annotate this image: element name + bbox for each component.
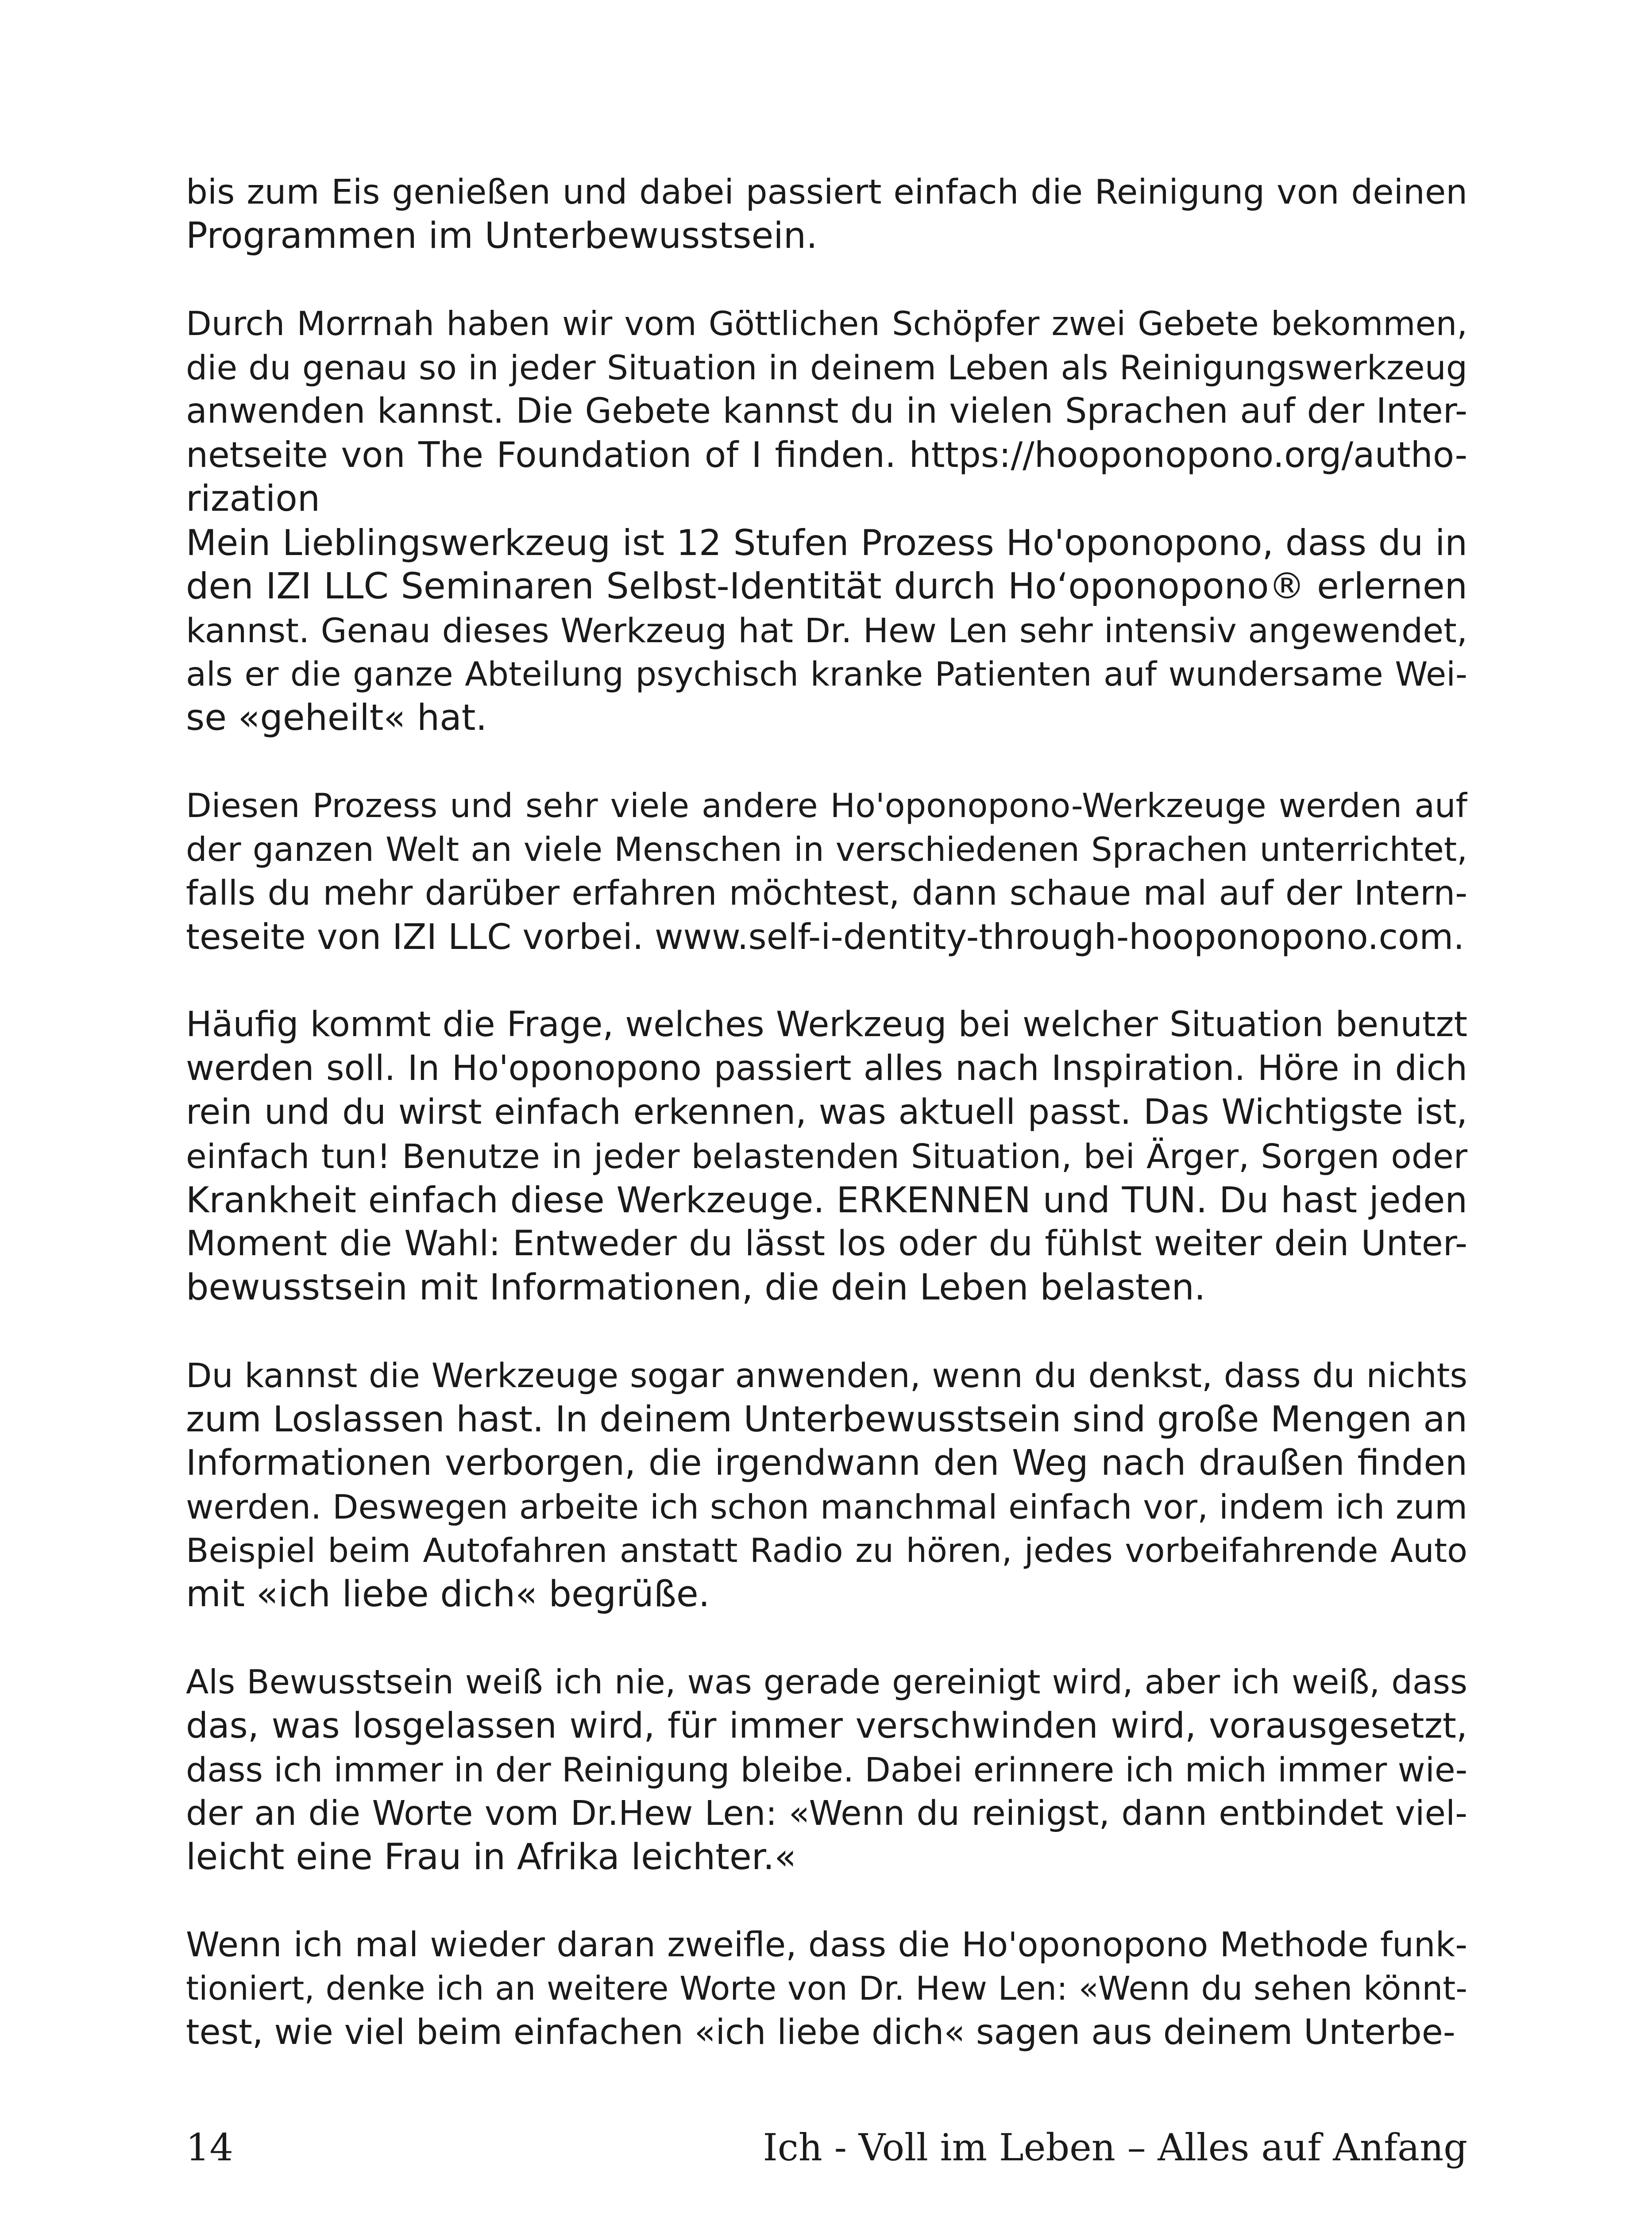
text-line: rization: [186, 478, 320, 520]
text-line: dass ich immer in der Reinigung bleibe. Dabei erinnere ich mich immer wie-: [186, 1750, 1467, 1789]
paragraph: [186, 784, 1467, 959]
text-line: einfach tun! Benutze in jeder belastenden Situation, bei Ärger, Sorgen oder: [186, 1137, 1467, 1176]
paragraph-gap: [186, 740, 1467, 784]
text-line: als er die ganze Abteilung psychisch kranke Patienten auf wundersame Wei-: [186, 655, 1467, 694]
page-footer: [186, 2121, 1467, 2174]
text-line: Häufig kommt die Frage, welches Werkzeug bei welcher Situation benutzt: [186, 1005, 1467, 1045]
text-line: teseite von IZI LLC vorbei. www.self-i-dentity-through-hooponopono.com.: [186, 917, 1465, 957]
text-line: den IZI LLC Seminaren Selbst-Identität durch Ho‘oponopono® erlernen: [186, 566, 1467, 607]
text-line: bis zum Eis genießen und dabei passiert einfach die Reinigung von deinen: [186, 173, 1467, 212]
paragraph: [186, 1003, 1467, 1310]
text-line: werden soll. In Ho'oponopono passiert alles nach Inspiration. Höre in dich: [186, 1049, 1467, 1088]
text-line: die du genau so in jeder Situation in deinem Leben als Reinigungswerkzeug: [186, 348, 1467, 387]
paragraph-gap: [186, 959, 1467, 1003]
text-line: leicht eine Frau in Afrika leichter.«: [186, 1836, 796, 1878]
paragraph-gap: [186, 1616, 1467, 1660]
text-line: bewusstsein mit Informationen, die dein Leben belasten.: [186, 1267, 1206, 1308]
text-line: Diesen Prozess und sehr viele andere Ho'oponopono-Werkzeuge werden auf: [186, 786, 1467, 825]
text-line: das, was losgelassen wird, für immer verschwinden wird, vorausgesetzt,: [186, 1705, 1467, 1746]
text-line: Beispiel beim Autofahren anstatt Radio zu hören, jedes vorbeifahrende Auto: [186, 1531, 1467, 1570]
text-line: Mein Lieblingswerkzeug ist 12 Stufen Prozess Ho'oponopono, dass du in: [186, 522, 1467, 563]
paragraph: [186, 1353, 1467, 1616]
paragraph: [186, 170, 1467, 258]
paragraph: [186, 1660, 1467, 1879]
text-line: anwenden kannst. Die Gebete kannst du in vielen Sprachen auf der Inter-: [186, 391, 1467, 431]
text-line: test, wie viel beim einfachen «ich liebe dich« sagen aus deinem Unterbe-: [186, 2013, 1455, 2052]
text-line: Durch Morrnah haben wir vom Göttlichen Schöpfer zwei Gebete bekommen,: [186, 304, 1467, 343]
paragraph: [186, 302, 1467, 740]
text-line: se «geheilt« hat.: [186, 697, 487, 739]
text-line: werden. Deswegen arbeite ich schon manchmal einfach vor, indem ich zum: [186, 1487, 1467, 1527]
paragraph: [186, 1923, 1467, 2055]
text-line: netseite von The Foundation of I finden. https://hooponopono.org/autho-: [186, 435, 1467, 475]
text-line: rein und du wirst einfach erkennen, was aktuell passt. Das Wichtigste ist,: [186, 1092, 1467, 1132]
text-line: tioniert, denke ich an weitere Worte von Dr. Hew Len: «Wenn du sehen könnt-: [186, 1970, 1467, 2008]
text-line: falls du mehr darüber erfahren möchtest, dann schaue mal auf der Intern-: [186, 874, 1467, 913]
text-line: kannst. Genau dieses Werkzeug hat Dr. Hew Len sehr intensiv angewendet,: [186, 611, 1467, 650]
text-line: Wenn ich mal wieder daran zweifle, dass die Ho'oponopono Methode funk-: [186, 1925, 1467, 1965]
page-number: 14: [186, 2126, 233, 2169]
paragraph-gap: [186, 1310, 1467, 1353]
text-line: Krankheit einfach diese Werkzeuge. ERKENNEN und TUN. Du hast jeden: [186, 1180, 1467, 1221]
running-title: Ich - Voll im Leben – Alles auf Anfang: [763, 2126, 1467, 2169]
text-line: Du kannst die Werkzeuge sogar anwenden, wenn du denkst, dass du nichts: [186, 1356, 1467, 1395]
text-line: Informationen verborgen, die irgendwann den Weg nach draußen finden: [186, 1442, 1467, 1483]
text-line: mit «ich liebe dich« begrüße.: [186, 1573, 710, 1615]
text-line: Als Bewusstsein weiß ich nie, was gerade gereinigt wird, aber ich weiß, dass: [186, 1662, 1467, 1701]
paragraph-gap: [186, 258, 1467, 302]
text-line: Moment die Wahl: Entweder du lässt los oder du fühlst weiter dein Unter-: [186, 1224, 1467, 1264]
text-line: der ganzen Welt an viele Menschen in verschiedenen Sprachen unterrichtet,: [186, 830, 1467, 869]
text-line: der an die Worte vom Dr.Hew Len: «Wenn du reinigst, dann entbindet viel-: [186, 1794, 1467, 1833]
text-line: Programmen im Unterbewusstsein.: [186, 215, 818, 257]
text-line: zum Loslassen hast. In deinem Unterbewusstsein sind große Mengen an: [186, 1399, 1467, 1440]
body-text: [186, 170, 1467, 2055]
paragraph-gap: [186, 1879, 1467, 1923]
